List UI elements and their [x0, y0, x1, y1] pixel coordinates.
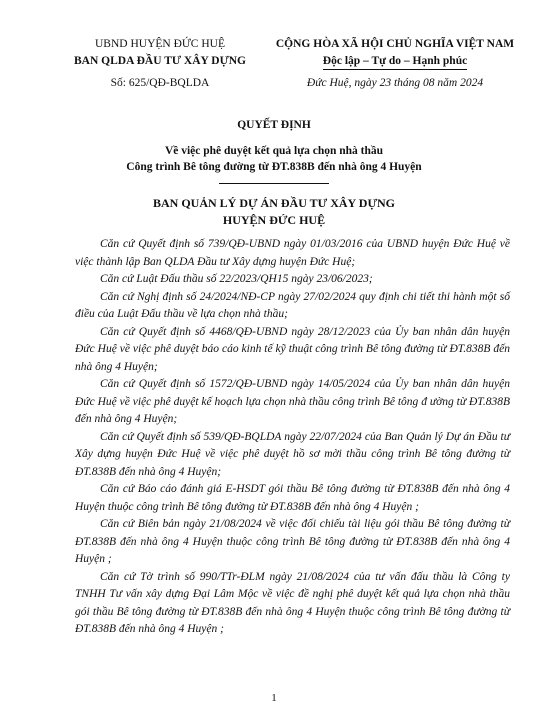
- place-and-date: Đức Huệ, ngày 23 tháng 08 năm 2024: [306, 77, 484, 89]
- paragraph: Căn cứ Nghị định số 24/2024/NĐ-CP ngày 27/02/2024 quy định chi tiết thi hành một số điều của Luật Đấu thầu về lựa chọn nhà thầu;: [75, 290, 510, 320]
- paragraph: Căn cứ Quyết định số 539/QĐ-BQLDA ngày 22/07/2024 của Ban Quản lý Dự án Đầu tư Xây dựng huyện Đức Huệ về việc phê duyệt hồ sơ mời thầu công trình Bê tông đường từ ĐT.838B đến nhà ông 4 Huyện;: [75, 430, 510, 478]
- paragraph: Căn cứ Quyết định số 1572/QĐ-UBND ngày 14/05/2024 của Ủy ban nhân dân huyện Đức Huệ về việc phê duyệt kế hoạch lựa chọn nhà thầu công trình Bê tông đ ường từ ĐT.838B đến nhà ông 4 Huyện;: [75, 378, 510, 425]
- document-number: Số: 625/QĐ-BQLDA: [110, 77, 210, 89]
- subject-line-2: Công trình Bê tông đường từ ĐT.838B đến nhà ông 4 Huyện: [126, 161, 422, 173]
- page-number: 1: [271, 692, 277, 704]
- paragraph: Căn cứ Quyết định số 4468/QĐ-UBND ngày 28/12/2023 của Ủy ban nhân dân huyện Đức Huệ về việc phê duyệt báo cáo kinh tế kỹ thuật công trình Bê tông đường từ ĐT.838B đến nhà ông 4 Huyện;: [75, 325, 510, 373]
- subject-line-1: Về việc phê duyệt kết quả lựa chọn nhà thầu: [164, 145, 384, 157]
- paragraph: Căn cứ Biên bản ngày 21/08/2024 về việc đối chiếu tài liệu gói thầu Bê tông đường từ ĐT.838B đến nhà ông 4 Huyện thuộc công trình Bê tông đường từ ĐT.838B đến nhà ông 4 Huyện ;: [75, 518, 510, 565]
- paragraph: Căn cứ Luật Đấu thầu số 22/2023/QH15 ngày 23/06/2023;: [100, 273, 373, 285]
- title-divider: [219, 183, 329, 184]
- document-type: QUYẾT ĐỊNH: [237, 119, 311, 131]
- title-block: [40, 117, 508, 229]
- paragraph: Căn cứ Báo cáo đánh giá E-HSDT gói thầu Bê tông đường từ ĐT.838B đến nhà ông 4 Huyện thuộc công trình Bê tông đường từ ĐT.838B đến nhà ông 4 Huyện ;: [75, 483, 510, 513]
- national-header-block: [255, 36, 535, 92]
- legal-basis-body: [75, 236, 510, 639]
- national-title: CỘNG HÒA XÃ HỘI CHỦ NGHĨA VIỆT NAM: [275, 38, 515, 50]
- paragraph: Căn cứ Tờ trình số 990/TTr-ĐLM ngày 21/08/2024 của tư vấn đấu thầu là Công ty TNHH Tư vấn xây dựng Đại Lâm Mộc về việc đề nghị phê duyệt kết quả lựa chọn nhà thầu gói thầu Bê tông đường từ ĐT.838B đến nhà ông 4 Huyện thuộc công trình Bê tông đường từ ĐT.838B đến nhà ông 4 Huyện ;: [75, 570, 510, 635]
- issuer-line-1: BAN QUẢN LÝ DỰ ÁN ĐẦU TƯ XÂY DỰNG: [153, 196, 395, 210]
- issuer-line-2: HUYỆN ĐỨC HUỆ: [222, 213, 326, 227]
- paragraph: Căn cứ Quyết định số 739/QĐ-UBND ngày 01/03/2016 của UBND huyện Đức Huệ về việc thành lập Ban QLDA Đầu tư Xây dựng huyện Đức Huệ;: [75, 238, 510, 268]
- national-motto: Độc lập – Tự do – Hạnh phúc: [323, 54, 467, 70]
- agency-name: BAN QLDA ĐẦU TƯ XÂY DỰNG: [74, 55, 246, 67]
- agency-parent: UBND HUYỆN ĐỨC HUỆ: [95, 38, 225, 50]
- issuing-agency-block: [60, 36, 260, 92]
